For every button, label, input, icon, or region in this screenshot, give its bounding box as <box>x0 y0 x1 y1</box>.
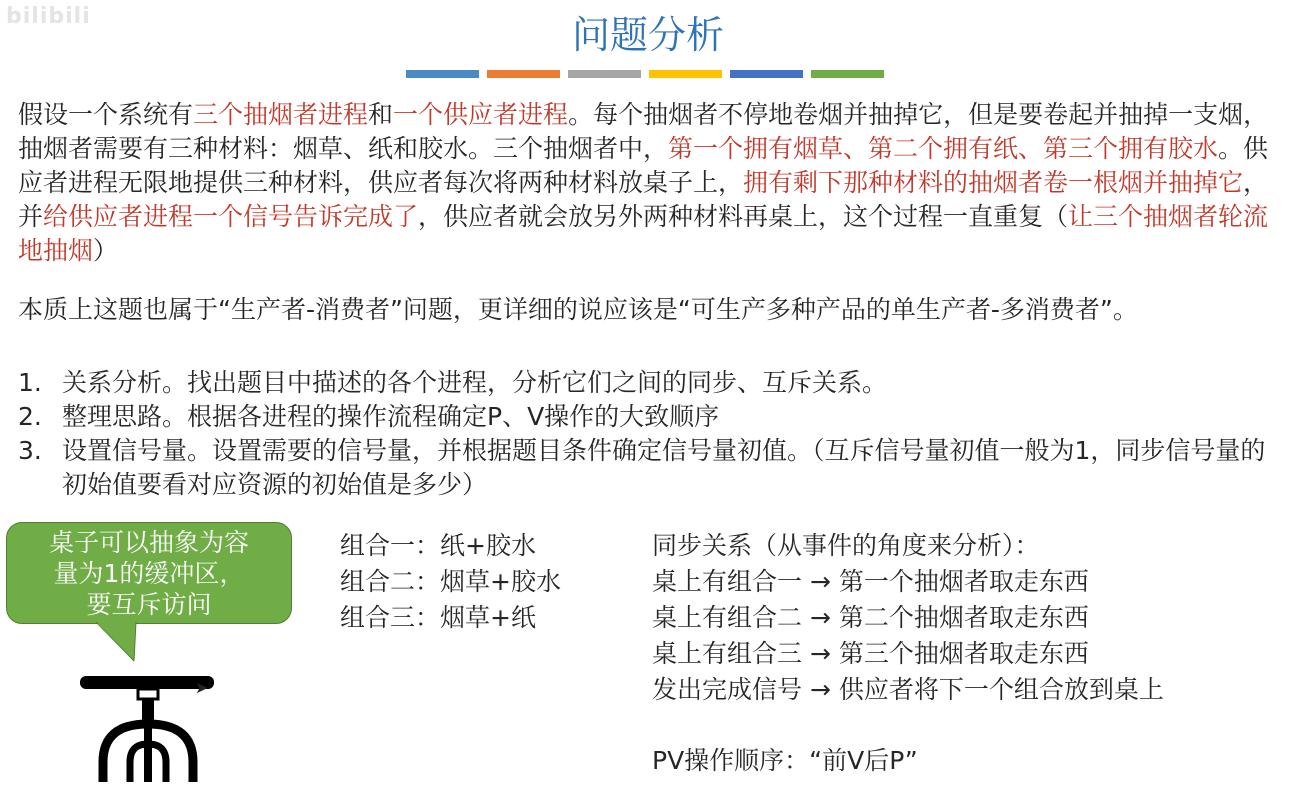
callout-tail <box>96 621 146 663</box>
sync-result: 第三个抽烟者取走东西 <box>838 639 1089 668</box>
sync-item <box>652 600 1164 636</box>
arrow-icon: → <box>809 603 831 632</box>
body-text: 。每个抽烟者不停地卷烟并抽掉它，但是要卷起并抽掉一支烟，抽烟者需要有三种材料：烟草、纸和胶水。三个抽烟者中， <box>18 100 1269 163</box>
body-text: ，并 <box>18 168 1269 231</box>
sync-relations <box>652 528 1164 708</box>
arrow-icon: → <box>809 567 831 596</box>
arrow-icon: → <box>809 675 831 704</box>
highlight-text: 拥有剩下那种材料的抽烟者卷一根烟并抽掉它 <box>743 168 1244 197</box>
title-bar-segment <box>649 70 722 78</box>
sync-heading: 同步关系（从事件的角度来分析）： <box>652 531 1040 560</box>
pv-order: PV操作顺序：“前V后P” <box>652 746 918 775</box>
sync-result: 供应者将下一个组合放到桌上 <box>838 675 1164 704</box>
table-callout <box>6 522 292 624</box>
body-text: ，供应者就会放另外两种材料再桌上，这个过程一直重复（ <box>418 202 1069 231</box>
title-bar-segment <box>406 70 479 78</box>
highlight-text: 三个抽烟者进程 <box>193 100 369 129</box>
step-number: 1. <box>18 368 42 397</box>
problem-description <box>18 98 1280 268</box>
mouse-cursor-icon: ➤ <box>195 678 209 697</box>
step-item <box>18 400 1280 434</box>
step-text: 整理思路。根据各进程的操作流程确定P、V操作的大致顺序 <box>62 402 720 431</box>
sync-result: 第二个抽烟者取走东西 <box>838 603 1089 632</box>
bilibili-watermark: bilibili <box>6 4 91 29</box>
highlight-text: 一个供应者进程 <box>393 100 569 129</box>
step-text: 关系分析。找出题目中描述的各个进程，分析它们之间的同步、互斥关系。 <box>62 368 888 397</box>
title-bar-segment <box>487 70 560 78</box>
arrow-icon: → <box>809 639 831 668</box>
sync-condition: 桌上有组合三 <box>652 639 803 668</box>
page-title: 问题分析 <box>571 13 724 57</box>
title-bar-segment <box>568 70 641 78</box>
title-bar-segment <box>730 70 803 78</box>
sync-condition: 桌上有组合一 <box>652 567 803 596</box>
body-text: 假设一个系统有 <box>18 100 194 129</box>
highlight-text: 让三个抽烟者轮流地抽烟 <box>18 202 1269 265</box>
callout-line: 桌子可以抽象为容 <box>48 528 249 557</box>
step-item <box>18 366 1280 400</box>
callout-line: 要互斥访问 <box>86 590 212 619</box>
highlight-text: 第一个拥有烟草、第二个拥有纸、第三个拥有胶水 <box>668 134 1219 163</box>
analysis-steps <box>18 366 1280 502</box>
body-text: ） <box>93 236 119 265</box>
sync-item <box>652 672 1164 708</box>
combination-item: 组合三：烟草+纸 <box>340 603 536 632</box>
step-number: 2. <box>18 402 42 431</box>
step-number: 3. <box>18 436 42 465</box>
sync-item <box>652 564 1164 600</box>
sync-result: 第一个抽烟者取走东西 <box>838 567 1089 596</box>
title-bar-segment <box>811 70 884 78</box>
callout-line: 量为1的缓冲区， <box>53 559 245 588</box>
step-item <box>18 434 1280 502</box>
combinations-list <box>340 528 561 636</box>
body-text: 和 <box>368 100 394 129</box>
combination-item: 组合一：纸+胶水 <box>340 531 536 560</box>
body-text: 。供应者进程无限地提供三种材料，供应者每次将两种材料放桌子上， <box>18 134 1269 197</box>
combination-item: 组合二：烟草+胶水 <box>340 567 561 596</box>
sync-condition: 发出完成信号 <box>652 675 803 704</box>
step-text: 设置信号量。设置需要的信号量，并根据题目条件确定信号量初值。（互斥信号量初值一般为1，同步信号量的初始值要看对应资源的初始值是多少） <box>62 436 1266 499</box>
title-underline <box>406 70 884 78</box>
problem-nature: 本质上这题也属于“生产者-消费者”问题，更详细的说应该是“可生产多种产品的单生产者-多消费者”。 <box>18 295 1138 324</box>
sync-condition: 桌上有组合二 <box>652 603 803 632</box>
highlight-text: 给供应者进程一个信号告诉完成了 <box>43 202 419 231</box>
sync-item <box>652 636 1164 672</box>
